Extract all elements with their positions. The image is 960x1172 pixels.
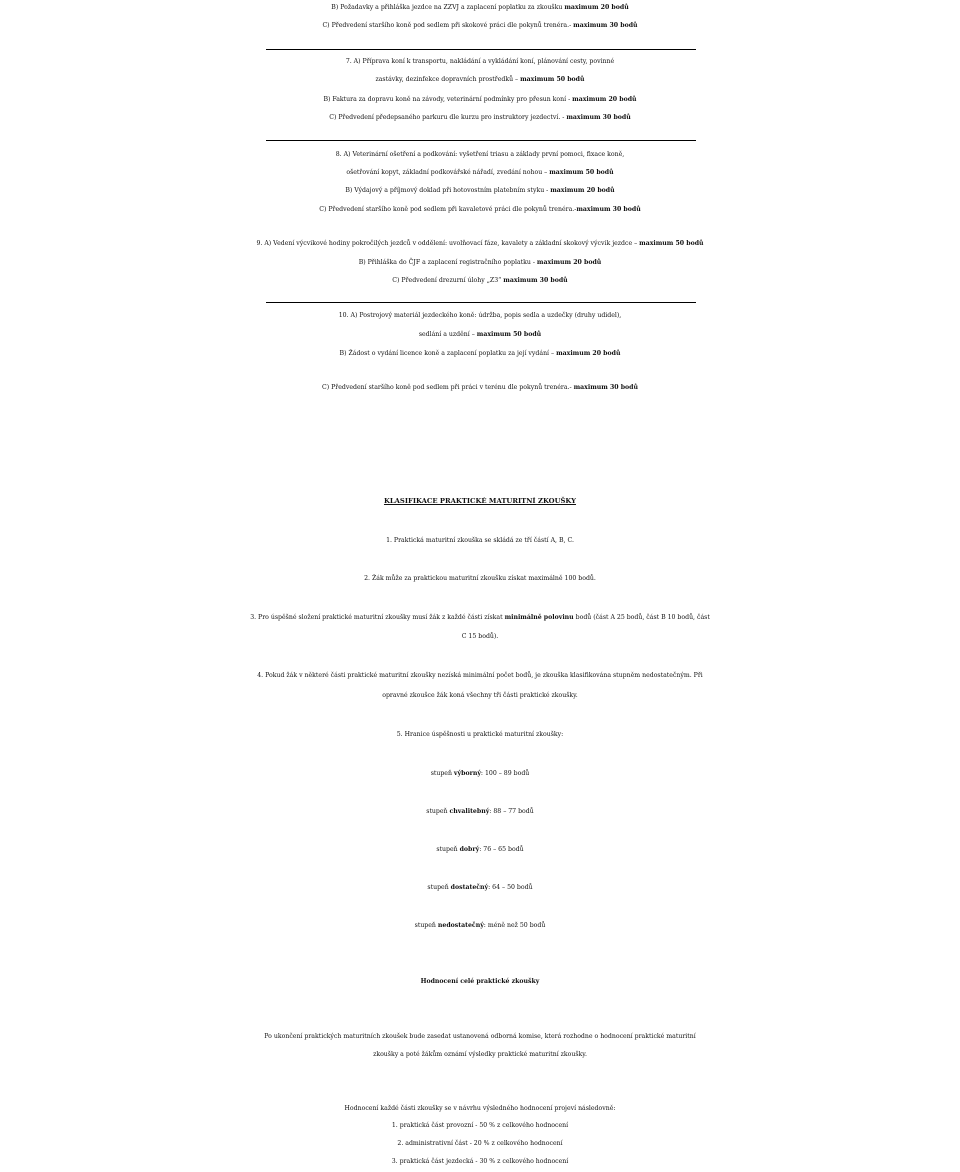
s9-line-a: 9. A) Vedení výcvikové hodiny pokročilých jezdců v oddělení: uvolňovací fáze, kavalety a základní skokový výcvik jezdce – maximum 50 bodů: [256, 240, 704, 247]
hodnoceni-part-provozni: 1. praktická část provozní - 50 % z celkového hodnocení: [391, 1122, 569, 1129]
grade-dobry: stupeň dobrý: 76 – 65 bodů: [436, 846, 524, 853]
s7-line-b: B) Faktura za dopravu koně na závody, veterinární podmínky pro přesun koní - maximum 20 bodů: [323, 96, 637, 103]
s10-line-a1: 10. A) Postrojový materiál jezdeckého koně: údržba, popis sedla a uzdečky (druhy udidel),: [338, 312, 622, 319]
hodnoceni-part-administrativni: 2. administrativní část - 20 % z celkového hodnocení: [397, 1140, 563, 1147]
grade-chvalitebny: stupeň chvalitebný: 88 – 77 bodů: [426, 808, 534, 815]
s6-line-c: C) Předvedení staršího koně pod sedlem při skokové práci dle pokynů trenéra.- maximum 30 bodů: [322, 22, 638, 29]
s7-line-c: C) Předvedení předepsaného parkuru dle kurzu pro instruktory jezdectví. - maximum 30 bodů: [329, 114, 631, 121]
klasifikace-p3-line2: C 15 bodů).: [461, 633, 499, 640]
s7-line-a1: 7. A) Příprava koní k transportu, nakládání a vykládání koní, plánování cesty, povinné: [345, 58, 615, 65]
grade-vyborny: stupeň výborný: 100 – 89 bodů: [430, 770, 530, 777]
hodnoceni-intro: Hodnocení každé části zkoušky se v návrhu výsledného hodnocení projeví následovně:: [344, 1105, 616, 1112]
s8-line-a2: ošetřování kopyt, základní podkovářské nářadí, zvedání nohou – maximum 50 bodů: [346, 169, 614, 176]
s7-line-a2: zastávky, dezinfekce dopravních prostředků – maximum 50 bodů: [375, 76, 585, 83]
hodnoceni-heading: Hodnocení celé praktické zkoušky: [420, 978, 540, 985]
klasifikace-heading: KLASIFIKACE PRAKTICKÉ MATURITNÍ ZKOUŠKY: [383, 497, 577, 505]
s8-line-a1: 8. A) Veterinární ošetření a podkování: vyšetření triasu a základy první pomoci, fixace koně,: [335, 151, 625, 158]
s10-line-c: C) Předvedení staršího koně pod sedlem při práci v terénu dle pokynů trenéra.- maximum 30 bodů: [322, 384, 638, 391]
klasifikace-p5: 5. Hranice úspěšnosti u praktické maturitní zkoušky:: [396, 731, 564, 738]
divider: [266, 49, 696, 50]
hodnoceni-p-line2: zkoušky a poté žákům oznámí výsledky praktické maturitní zkoušky.: [373, 1051, 587, 1058]
s9-line-b: B) Přihláška do ČJF a zaplacení registračního poplatku - maximum 20 bodů: [358, 259, 602, 266]
grade-dostatecny: stupeň dostatečný: 64 – 50 bodů: [427, 884, 533, 891]
klasifikace-p4-line2: opravné zkoušce žák koná všechny tři části praktické zkoušky.: [382, 692, 578, 699]
s8-line-b: B) Výdajový a příjmový doklad při hotovostním platebním styku - maximum 20 bodů: [345, 187, 615, 194]
s9-line-c: C) Předvedení drezurní úlohy „Z3“ maximum 30 bodů: [392, 277, 568, 284]
hodnoceni-part-jezdecka: 3. praktická část jezdecká - 30 % z celkového hodnocení: [391, 1158, 569, 1165]
klasifikace-p4-line1: 4. Pokud žák v některé části praktické maturitní zkoušky nezíská minimální počet bodů, je zkouška klasifikována stupněm nedostatečným. Při: [257, 672, 703, 679]
s6-line-b: B) Požadavky a přihláška jezdce na ZZVJ a zaplacení poplatku za zkoušku maximum 20 bodů: [331, 4, 629, 11]
klasifikace-p1: 1. Praktická maturitní zkouška se skládá ze tří částí A, B, C.: [386, 537, 574, 544]
klasifikace-p3-line1: 3. Pro úspěšné složení praktické maturitní zkoušky musí žák z každé části získat minimálně polovinu bodů (část A 25 bodů, část B 10 bodů, část: [250, 614, 710, 621]
divider: [266, 140, 696, 141]
s10-line-b: B) Žádost o vydání licence koně a zaplacení poplatku za její vydání – maximum 20 bodů: [339, 350, 621, 357]
s8-line-c: C) Předvedení staršího koně pod sedlem při kavaletové práci dle pokynů trenéra.-maximum 30 bodů: [319, 206, 641, 213]
hodnoceni-p-line1: Po ukončení praktických maturitních zkoušek bude zasedat ustanovená odborná komise, která rozhodne o hodnocení praktické maturitní: [264, 1033, 696, 1040]
klasifikace-p2: 2. Žák může za praktickou maturitní zkoušku získat maximálně 100 bodů.: [364, 575, 596, 582]
divider: [266, 302, 696, 303]
grade-nedostatecny: stupeň nedostatečný: méně než 50 bodů: [414, 922, 546, 929]
s10-line-a2: sedlání a uzdění – maximum 50 bodů: [418, 331, 542, 338]
